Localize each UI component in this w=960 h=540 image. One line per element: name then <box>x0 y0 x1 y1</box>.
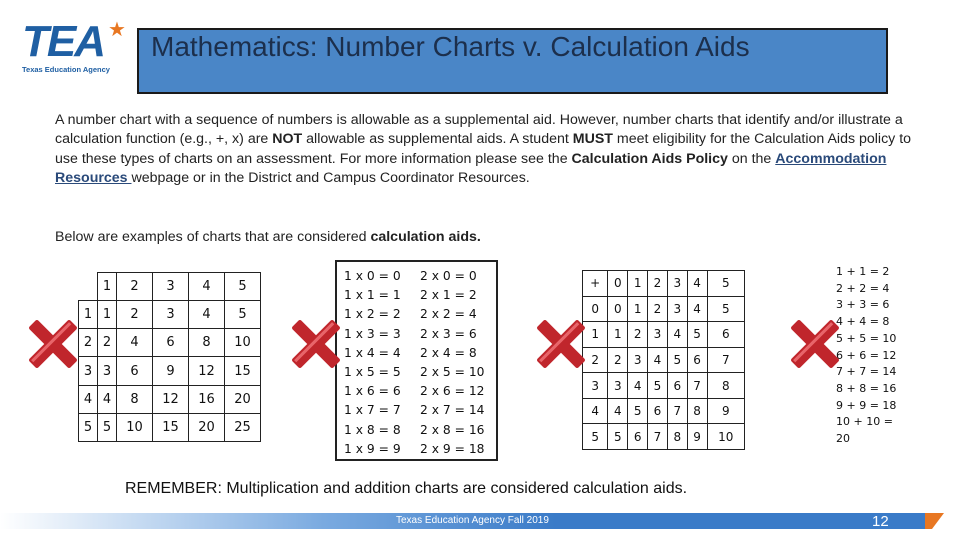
table-cell: 10 <box>707 424 744 450</box>
table-cell: 0 <box>583 296 608 322</box>
table-cell: + <box>583 271 608 297</box>
table-cell: 4 <box>189 301 225 329</box>
table-cell: 2 <box>648 296 668 322</box>
facts-column-1 <box>344 267 420 459</box>
table-row <box>79 413 261 441</box>
table-cell: 7 <box>648 424 668 450</box>
multiplication-fact: 2 x 0 = 0 <box>420 269 477 283</box>
multiplication-facts-chart <box>335 260 498 461</box>
table-cell: 3 <box>608 373 628 399</box>
table-cell: 5 <box>687 322 707 348</box>
logo-subtitle: Texas Education Agency <box>22 65 110 74</box>
table-cell: 2 <box>117 273 153 301</box>
table-cell: 5 <box>608 424 628 450</box>
table-cell: 12 <box>153 385 189 413</box>
multiplication-fact: 2 x 4 = 8 <box>420 345 477 360</box>
table-row <box>583 373 745 399</box>
table-cell: 6 <box>707 322 744 348</box>
table-row <box>79 273 261 301</box>
addition-chart <box>582 270 745 450</box>
multiplication-fact: 2 x 3 = 6 <box>420 326 477 341</box>
table-cell: 5 <box>667 347 687 373</box>
table-cell: 16 <box>189 385 225 413</box>
paragraph-text: meet eligibility for the Calculation Aids policy to use these types of charts on an assessment. For more information please see the <box>55 131 912 167</box>
table-cell: 8 <box>667 424 687 450</box>
multiplication-fact: 2 x 1 = 2 <box>420 288 477 303</box>
table-row <box>79 357 261 385</box>
table-cell: 5 <box>224 301 260 329</box>
paragraph-bold: MUST <box>572 131 613 148</box>
table-cell: 5 <box>79 413 98 441</box>
addition-fact: 10 + 10 = <box>836 415 893 429</box>
table-row <box>583 398 745 424</box>
table-cell: 2 <box>98 329 117 357</box>
table-row <box>583 424 745 450</box>
multiplication-fact: 1 x 3 = 3 <box>344 326 401 341</box>
table-cell: 4 <box>79 385 98 413</box>
table-cell: 15 <box>153 413 189 441</box>
table-cell: 7 <box>667 398 687 424</box>
page-title: Mathematics: Number Charts v. Calculation Aids <box>151 31 750 62</box>
red-x-icon <box>285 313 347 375</box>
table-cell: 0 <box>608 296 628 322</box>
table-cell: 8 <box>707 373 744 399</box>
examples-intro <box>55 229 481 245</box>
multiplication-fact: 2 x 5 = 10 <box>420 365 485 380</box>
table-cell: 4 <box>189 273 225 301</box>
multiplication-fact: 1 x 5 = 5 <box>344 365 401 380</box>
addition-fact: 20 <box>836 432 850 446</box>
table-cell: 3 <box>98 357 117 385</box>
multiplication-fact: 1 x 2 = 2 <box>344 307 401 322</box>
facts-column-2 <box>420 267 496 459</box>
table-row <box>79 301 261 329</box>
addition-fact: 5 + 5 = 10 <box>836 331 897 345</box>
addition-fact: 9 + 9 = 18 <box>836 398 897 412</box>
table-cell: 4 <box>117 329 153 357</box>
table-cell: 20 <box>224 385 260 413</box>
table-cell: 25 <box>224 413 260 441</box>
table-cell: 6 <box>648 398 668 424</box>
remember-note: REMEMBER: Multiplication and addition charts are considered calculation aids. <box>125 480 688 497</box>
paragraph-text: A number chart with a sequence of numbers is allowable as a supplemental aid. However, number charts that identify and/or illustrate a calculation function (e.g., +, x) are <box>55 112 903 148</box>
table-cell: 1 <box>608 322 628 348</box>
table-cell: 3 <box>153 273 189 301</box>
red-x-icon <box>22 313 84 375</box>
table-cell: 6 <box>687 347 707 373</box>
multiplication-fact: 1 x 8 = 8 <box>344 422 401 437</box>
multiplication-fact: 1 x 4 = 4 <box>344 345 401 360</box>
table-cell: 4 <box>687 271 707 297</box>
table-cell: 1 <box>98 273 117 301</box>
multiplication-fact: 2 x 7 = 14 <box>420 403 485 418</box>
title-box <box>137 28 888 94</box>
table-cell: 0 <box>608 271 628 297</box>
table-cell: 5 <box>224 273 260 301</box>
table-row <box>583 296 745 322</box>
tea-logo <box>22 17 132 78</box>
page-number: 12 <box>872 513 889 530</box>
table-cell: 9 <box>687 424 707 450</box>
table-row <box>79 329 261 357</box>
table-cell: 5 <box>707 296 744 322</box>
footer-text: Texas Education Agency Fall 2019 <box>396 515 549 526</box>
table-cell: 2 <box>608 347 628 373</box>
table-cell: 7 <box>707 347 744 373</box>
multiplication-fact: 2 x 2 = 4 <box>420 307 477 322</box>
table-cell: 4 <box>608 398 628 424</box>
table-cell: 6 <box>153 329 189 357</box>
addition-fact: 6 + 6 = 12 <box>836 348 897 362</box>
table-row <box>583 271 745 297</box>
multiplication-fact: 1 x 1 = 1 <box>344 288 401 303</box>
table-cell: 1 <box>628 271 648 297</box>
accommodation-resources-link[interactable]: Accommodation Resources <box>55 150 887 186</box>
multiplication-fact: 2 x 9 = 18 <box>420 441 485 456</box>
addition-fact: 1 + 1 = 2 <box>836 265 890 278</box>
multiplication-chart <box>78 272 261 442</box>
paragraph-text: webpage or in the District and Campus Coordinator Resources. <box>131 169 530 186</box>
table-cell: 3 <box>628 347 648 373</box>
body-paragraph <box>55 111 915 188</box>
table-cell: 4 <box>648 347 668 373</box>
paragraph-bold: Calculation Aids Policy <box>571 150 728 167</box>
table-row <box>79 385 261 413</box>
table-cell: 5 <box>707 271 744 297</box>
table-cell: 15 <box>224 357 260 385</box>
addition-fact: 8 + 8 = 16 <box>836 381 897 395</box>
table-cell: 3 <box>79 357 98 385</box>
star-icon: ★ <box>108 19 126 41</box>
table-cell: 8 <box>687 398 707 424</box>
table-cell: 3 <box>648 322 668 348</box>
table-cell: 4 <box>583 398 608 424</box>
multiplication-fact: 1 x 9 = 9 <box>344 441 401 456</box>
multiplication-fact: 2 x 8 = 16 <box>420 422 485 437</box>
table-cell: 4 <box>667 322 687 348</box>
table-cell: 6 <box>628 424 648 450</box>
table-cell: 1 <box>583 322 608 348</box>
table-cell: 5 <box>583 424 608 450</box>
table-cell: 4 <box>687 296 707 322</box>
addition-fact: 4 + 4 = 8 <box>836 315 890 329</box>
table-cell: 5 <box>648 373 668 399</box>
logo-wordmark: TEA <box>22 17 104 66</box>
multiplication-fact: 1 x 6 = 6 <box>344 384 401 399</box>
table-cell: 8 <box>117 385 153 413</box>
table-cell <box>79 273 98 301</box>
table-cell: 5 <box>98 413 117 441</box>
paragraph-text: on the <box>727 150 776 167</box>
table-cell: 2 <box>648 271 668 297</box>
multiplication-fact: 2 x 6 = 12 <box>420 384 485 399</box>
addition-fact: 2 + 2 = 4 <box>836 281 890 295</box>
table-cell: 6 <box>117 357 153 385</box>
table-cell: 5 <box>628 398 648 424</box>
table-row <box>583 347 745 373</box>
table-cell: 4 <box>628 373 648 399</box>
red-x-icon <box>784 313 846 375</box>
table-cell: 3 <box>153 301 189 329</box>
table-cell: 1 <box>79 301 98 329</box>
multiplication-fact: 1 x 7 = 7 <box>344 403 401 418</box>
table-cell: 3 <box>583 373 608 399</box>
table-row <box>583 322 745 348</box>
table-cell: 4 <box>98 385 117 413</box>
addition-fact: 7 + 7 = 14 <box>836 365 897 379</box>
table-cell: 9 <box>707 398 744 424</box>
table-cell: 6 <box>667 373 687 399</box>
table-cell: 12 <box>189 357 225 385</box>
intro-bold: calculation aids. <box>370 229 481 245</box>
table-cell: 7 <box>687 373 707 399</box>
intro-text: Below are examples of charts that are considered <box>55 229 371 245</box>
table-cell: 1 <box>98 301 117 329</box>
table-cell: 20 <box>189 413 225 441</box>
paragraph-bold: NOT <box>272 131 303 148</box>
table-cell: 10 <box>224 329 260 357</box>
table-cell: 9 <box>153 357 189 385</box>
multiplication-fact: 1 x 0 = 0 <box>344 269 401 283</box>
table-cell: 3 <box>667 271 687 297</box>
table-cell: 2 <box>117 301 153 329</box>
table-cell: 2 <box>628 322 648 348</box>
red-x-icon <box>530 313 592 375</box>
table-cell: 8 <box>189 329 225 357</box>
table-cell: 10 <box>117 413 153 441</box>
table-cell: 2 <box>79 329 98 357</box>
table-cell: 1 <box>628 296 648 322</box>
table-cell: 3 <box>667 296 687 322</box>
paragraph-text: allowable as supplemental aids. A student <box>302 131 573 148</box>
addition-fact: 3 + 3 = 6 <box>836 298 890 312</box>
table-cell: 2 <box>583 347 608 373</box>
